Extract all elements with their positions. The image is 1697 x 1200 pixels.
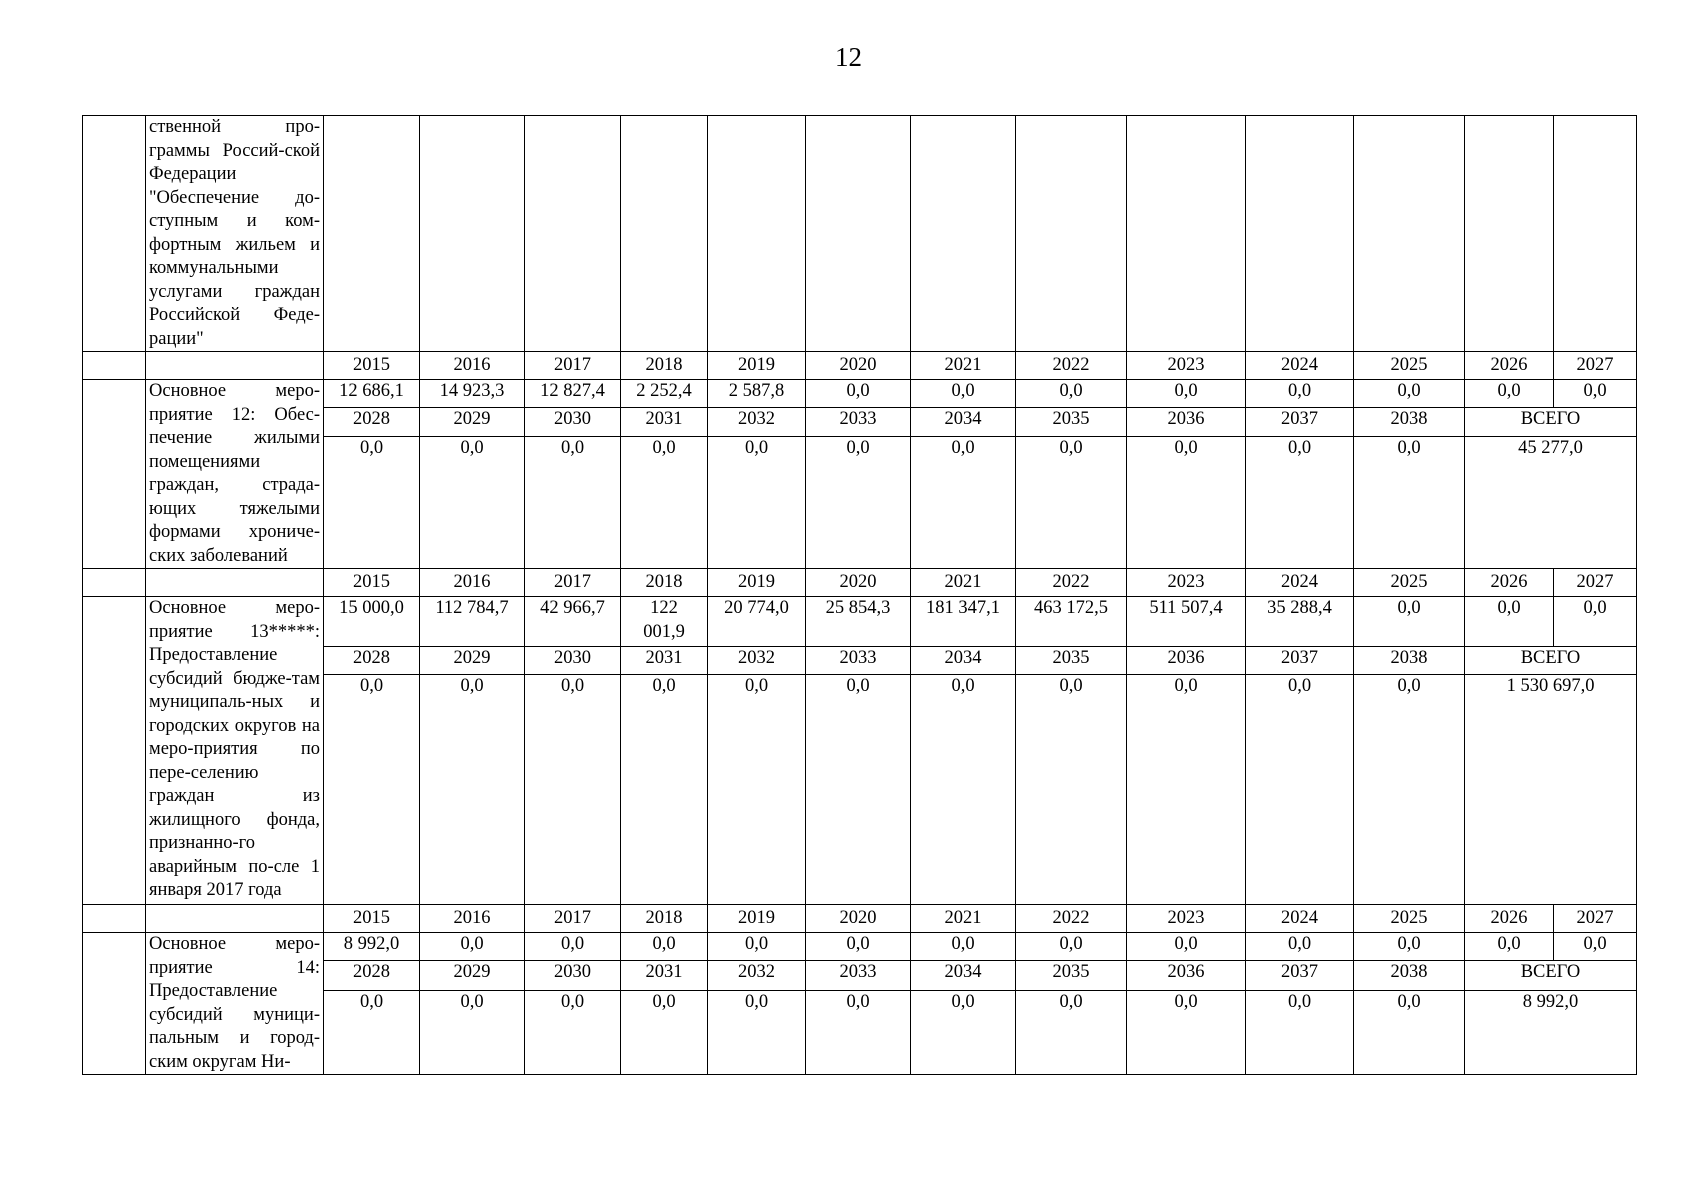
m12-values-a-row <box>83 380 1637 408</box>
year-header: 2020 <box>806 905 911 933</box>
value-cell: 0,0 <box>1127 990 1246 1074</box>
value-cell: 0,0 <box>1016 933 1127 961</box>
number-cell <box>83 569 146 597</box>
empty-cell <box>420 116 525 352</box>
year-header: 2021 <box>911 569 1016 597</box>
empty-cell <box>708 116 806 352</box>
number-cell <box>83 905 146 933</box>
total-value: 8 992,0 <box>1465 990 1637 1074</box>
value-cell: 0,0 <box>1354 990 1465 1074</box>
year-header: 2028 <box>324 961 420 990</box>
value-cell: 0,0 <box>708 990 806 1074</box>
year-header: 2034 <box>911 961 1016 990</box>
total-label: ВСЕГО <box>1465 961 1637 990</box>
year-header: 2027 <box>1554 352 1637 380</box>
value-cell: 0,0 <box>1246 990 1354 1074</box>
value-cell: 0,0 <box>911 380 1016 408</box>
year-header: 2016 <box>420 352 525 380</box>
value-cell: 0,0 <box>525 990 621 1074</box>
empty-cell <box>1354 116 1465 352</box>
value-cell: 0,0 <box>1354 436 1465 568</box>
value-cell: 0,0 <box>420 436 525 568</box>
value-cell: 0,0 <box>420 990 525 1074</box>
value-cell: 463 172,5 <box>1016 597 1127 647</box>
value-cell: 0,0 <box>1246 380 1354 408</box>
year-header: 2025 <box>1354 905 1465 933</box>
value-cell: 0,0 <box>1016 990 1127 1074</box>
value-cell: 0,0 <box>1554 597 1637 647</box>
year-header: 2022 <box>1016 352 1127 380</box>
year-header: 2033 <box>806 961 911 990</box>
event-name: Основное меро-приятие 13*****: Предоставление субсидий бюдже-там муниципаль-ных и городских округов на меро-приятия по пере-селению граждан из жилищного фонда, признанно-го аварийным по-сле 1 января 2017 года <box>146 597 324 905</box>
year-header: 2017 <box>525 352 621 380</box>
year-header: 2023 <box>1127 569 1246 597</box>
event-name: Основное меро-приятие 14: Предоставление субсидий муници-пальным и город-ским округам Ни- <box>146 933 324 1075</box>
total-label: ВСЕГО <box>1465 407 1637 436</box>
number-cell <box>83 352 146 380</box>
m14-year-header-row <box>83 905 1637 933</box>
year-header: 2015 <box>324 905 420 933</box>
empty-cell <box>1127 116 1246 352</box>
value-cell: 0,0 <box>1465 597 1554 647</box>
year-header: 2017 <box>525 569 621 597</box>
value-cell: 0,0 <box>806 436 911 568</box>
year-header: 2038 <box>1354 407 1465 436</box>
year-header: 2036 <box>1127 961 1246 990</box>
year-header: 2037 <box>1246 407 1354 436</box>
value-cell: 0,0 <box>1554 380 1637 408</box>
year-header: 2019 <box>708 569 806 597</box>
total-value: 1 530 697,0 <box>1465 675 1637 905</box>
value-cell: 0,0 <box>1016 675 1127 905</box>
year-header: 2027 <box>1554 905 1637 933</box>
value-cell: 0,0 <box>420 675 525 905</box>
year-header: 2016 <box>420 569 525 597</box>
year-header: 2018 <box>621 905 708 933</box>
value-cell: 0,0 <box>806 675 911 905</box>
empty-cell <box>1246 116 1354 352</box>
value-cell: 0,0 <box>1016 380 1127 408</box>
year-header: 2037 <box>1246 961 1354 990</box>
year-header: 2020 <box>806 569 911 597</box>
year-header: 2038 <box>1354 647 1465 675</box>
value-cell: 0,0 <box>911 990 1016 1074</box>
year-header: 2028 <box>324 647 420 675</box>
value-cell: 0,0 <box>525 436 621 568</box>
value-cell: 0,0 <box>525 675 621 905</box>
empty-cell <box>806 116 911 352</box>
intro-desc: ственной про-граммы Россий-ской Федерации "Обеспечение до-ступным и ком-фортным жильем и коммунальными услугами граждан Российской Феде-рации" <box>146 116 324 352</box>
value-cell: 0,0 <box>1554 933 1637 961</box>
value-cell: 0,0 <box>1016 436 1127 568</box>
value-cell: 0,0 <box>1127 933 1246 961</box>
value-cell: 0,0 <box>324 436 420 568</box>
intro-row <box>83 116 1637 352</box>
m13-values-a-row <box>83 597 1637 647</box>
budget-table <box>82 115 1637 1075</box>
number-cell <box>83 597 146 905</box>
year-header: 2015 <box>324 569 420 597</box>
value-cell: 0,0 <box>1354 675 1465 905</box>
year-header: 2035 <box>1016 961 1127 990</box>
number-cell <box>83 380 146 569</box>
year-header: 2036 <box>1127 407 1246 436</box>
empty-cell <box>1016 116 1127 352</box>
year-header: 2024 <box>1246 905 1354 933</box>
value-cell: 20 774,0 <box>708 597 806 647</box>
number-cell <box>83 116 146 352</box>
value-cell: 0,0 <box>1127 436 1246 568</box>
value-cell: 0,0 <box>621 675 708 905</box>
value-cell: 0,0 <box>806 933 911 961</box>
year-header: 2015 <box>324 352 420 380</box>
year-header: 2033 <box>806 407 911 436</box>
m14-values-a-row <box>83 933 1637 961</box>
year-header: 2025 <box>1354 569 1465 597</box>
value-cell: 0,0 <box>621 990 708 1074</box>
total-label: ВСЕГО <box>1465 647 1637 675</box>
year-header: 2031 <box>621 407 708 436</box>
value-cell: 0,0 <box>324 675 420 905</box>
value-cell: 12 686,1 <box>324 380 420 408</box>
year-header: 2032 <box>708 647 806 675</box>
year-header: 2022 <box>1016 569 1127 597</box>
year-header: 2016 <box>420 905 525 933</box>
value-cell: 0,0 <box>1465 380 1554 408</box>
empty-cell <box>525 116 621 352</box>
m13-year-header-row <box>83 569 1637 597</box>
table-body <box>83 116 1637 1075</box>
year-header: 2034 <box>911 407 1016 436</box>
year-header: 2036 <box>1127 647 1246 675</box>
value-cell: 0,0 <box>911 436 1016 568</box>
value-cell: 0,0 <box>911 933 1016 961</box>
empty-cell <box>324 116 420 352</box>
value-cell: 0,0 <box>1465 933 1554 961</box>
year-header: 2033 <box>806 647 911 675</box>
year-header: 2019 <box>708 352 806 380</box>
year-header: 2034 <box>911 647 1016 675</box>
value-cell: 0,0 <box>1246 675 1354 905</box>
empty-cell <box>1554 116 1637 352</box>
value-cell: 2 252,4 <box>621 380 708 408</box>
year-header: 2018 <box>621 352 708 380</box>
year-header: 2035 <box>1016 407 1127 436</box>
year-header: 2038 <box>1354 961 1465 990</box>
year-header: 2019 <box>708 905 806 933</box>
year-header: 2023 <box>1127 905 1246 933</box>
value-cell: 0,0 <box>621 436 708 568</box>
year-header: 2031 <box>621 647 708 675</box>
year-header: 2018 <box>621 569 708 597</box>
value-cell: 2 587,8 <box>708 380 806 408</box>
year-header: 2017 <box>525 905 621 933</box>
value-cell: 14 923,3 <box>420 380 525 408</box>
value-cell: 0,0 <box>806 990 911 1074</box>
year-header: 2023 <box>1127 352 1246 380</box>
desc-header-cell <box>146 352 324 380</box>
value-cell: 0,0 <box>1246 933 1354 961</box>
year-header: 2026 <box>1465 569 1554 597</box>
year-header: 2030 <box>525 647 621 675</box>
value-cell: 0,0 <box>1354 933 1465 961</box>
year-header: 2037 <box>1246 647 1354 675</box>
total-value: 45 277,0 <box>1465 436 1637 568</box>
year-header: 2024 <box>1246 569 1354 597</box>
empty-cell <box>1465 116 1554 352</box>
value-cell: 0,0 <box>420 933 525 961</box>
value-cell: 0,0 <box>708 933 806 961</box>
year-header: 2025 <box>1354 352 1465 380</box>
value-cell: 0,0 <box>1127 380 1246 408</box>
value-cell: 0,0 <box>806 380 911 408</box>
desc-header-cell <box>146 569 324 597</box>
value-cell: 42 966,7 <box>525 597 621 647</box>
value-cell: 181 347,1 <box>911 597 1016 647</box>
desc-header-cell <box>146 905 324 933</box>
year-header: 2021 <box>911 352 1016 380</box>
year-header: 2026 <box>1465 905 1554 933</box>
year-header: 2029 <box>420 407 525 436</box>
value-cell: 0,0 <box>1354 380 1465 408</box>
value-cell: 35 288,4 <box>1246 597 1354 647</box>
year-header: 2035 <box>1016 647 1127 675</box>
value-cell: 112 784,7 <box>420 597 525 647</box>
value-cell: 511 507,4 <box>1127 597 1246 647</box>
value-cell: 15 000,0 <box>324 597 420 647</box>
number-cell <box>83 933 146 1075</box>
value-cell: 0,0 <box>708 436 806 568</box>
value-cell: 0,0 <box>1127 675 1246 905</box>
value-cell: 0,0 <box>525 933 621 961</box>
m12-year-header-row <box>83 352 1637 380</box>
empty-cell <box>621 116 708 352</box>
value-cell: 12 827,4 <box>525 380 621 408</box>
year-header: 2028 <box>324 407 420 436</box>
empty-cell <box>911 116 1016 352</box>
year-header: 2029 <box>420 961 525 990</box>
event-name: Основное меро-приятие 12: Обес-печение жилыми помещениями граждан, страда-ющих тяжелыми формами хрониче-ских заболеваний <box>146 380 324 569</box>
year-header: 2026 <box>1465 352 1554 380</box>
page-number: 12 <box>835 42 862 72</box>
value-cell: 0,0 <box>708 675 806 905</box>
value-cell: 8 992,0 <box>324 933 420 961</box>
value-cell: 0,0 <box>1246 436 1354 568</box>
year-header: 2032 <box>708 961 806 990</box>
year-header: 2029 <box>420 647 525 675</box>
value-cell: 0,0 <box>1354 597 1465 647</box>
year-header: 2031 <box>621 961 708 990</box>
value-cell: 122 001,9 <box>621 597 708 647</box>
year-header: 2022 <box>1016 905 1127 933</box>
year-header: 2032 <box>708 407 806 436</box>
value-cell: 0,0 <box>621 933 708 961</box>
year-header: 2030 <box>525 961 621 990</box>
value-cell: 25 854,3 <box>806 597 911 647</box>
year-header: 2021 <box>911 905 1016 933</box>
value-cell: 0,0 <box>911 675 1016 905</box>
year-header: 2030 <box>525 407 621 436</box>
value-cell: 0,0 <box>324 990 420 1074</box>
year-header: 2027 <box>1554 569 1637 597</box>
year-header: 2020 <box>806 352 911 380</box>
year-header: 2024 <box>1246 352 1354 380</box>
